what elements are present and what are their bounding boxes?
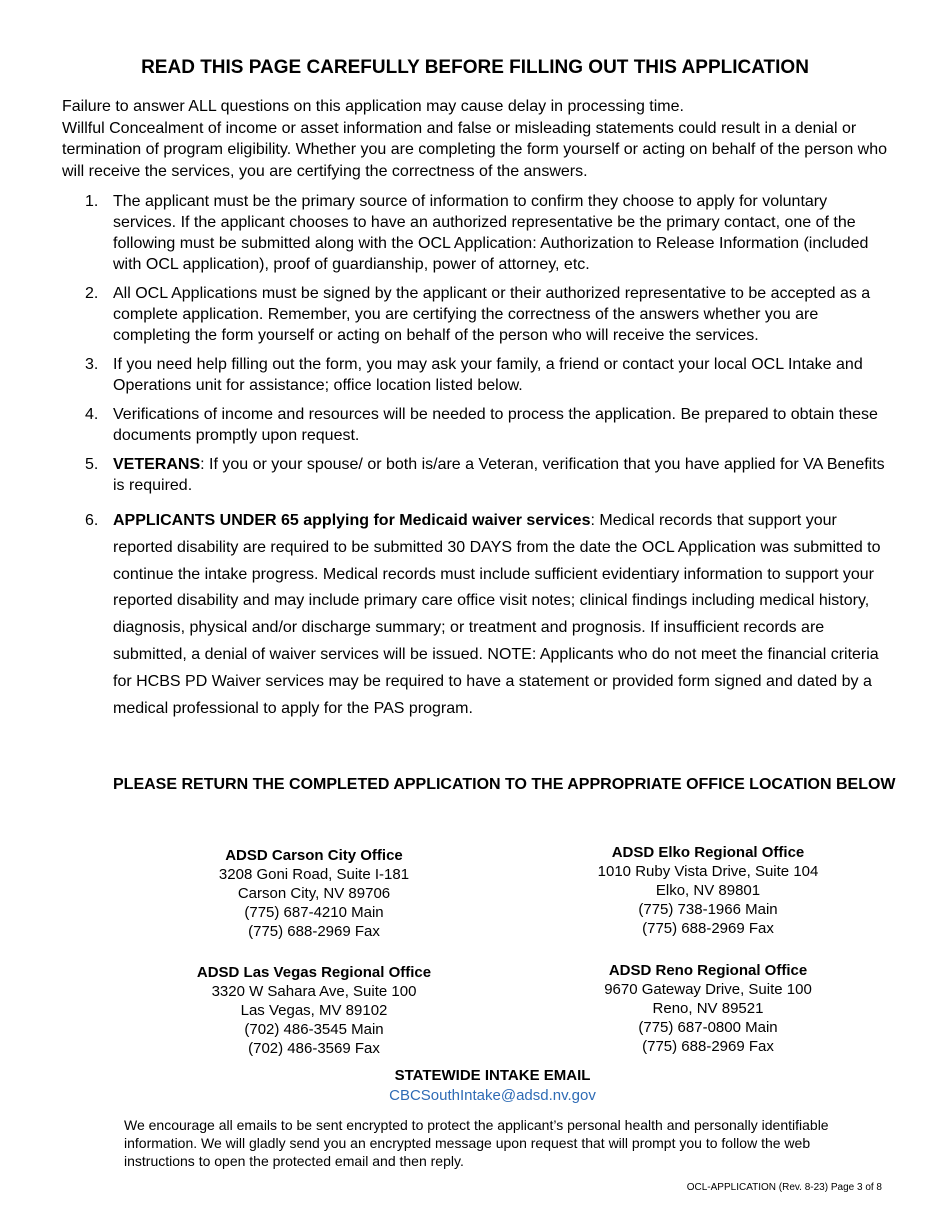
list-item — [85, 354, 890, 396]
list-item — [85, 191, 890, 275]
item-bold-label: VETERANS — [113, 456, 201, 473]
item-number: 6. — [85, 512, 99, 529]
office-main-phone: (775) 687-0800 Main — [638, 1019, 778, 1036]
office-fax: (775) 688-2969 Fax — [642, 920, 774, 937]
office-address: 1010 Ruby Vista Drive, Suite 104 — [597, 863, 819, 880]
item-bold-label: APPLICANTS UNDER 65 applying for Medicaid waiver services — [113, 512, 591, 529]
item-text: Verifications of income and resources will be needed to process the application. Be prepared to obtain these documents promptly upon request. — [113, 406, 878, 444]
item-text: The applicant must be the primary source of information to confirm they choose to apply for voluntary services. If the applicant chooses to have an authorized representative be the primary contact, one of the following must be submitted along with the OCL Application: Authorization to Release Information (included with OCL application), proof of guardianship, power of attorney, etc. — [113, 193, 869, 273]
office-main-phone: (702) 486-3545 Main — [244, 1021, 384, 1038]
intake-email-label: STATEWIDE INTAKE EMAIL — [394, 1067, 591, 1084]
office-reno — [558, 961, 858, 1056]
office-address: 3208 Goni Road, Suite I-181 — [218, 866, 410, 883]
office-fax: (775) 688-2969 Fax — [642, 1038, 774, 1055]
list-item — [85, 454, 890, 496]
office-main-phone: (775) 738-1966 Main — [638, 901, 778, 918]
instructions-list — [85, 191, 890, 730]
encryption-note: We encourage all emails to be sent encrypted to protect the applicant’s personal health and personally identifiable information. We will gladly send you an encrypted message upon request that will prompt you to follow the web instructions to open the protected email and then reply. — [124, 1117, 829, 1169]
office-carson-city — [164, 846, 464, 941]
office-address: 9670 Gateway Drive, Suite 100 — [604, 981, 812, 998]
office-fax: (775) 688-2969 Fax — [248, 923, 380, 940]
office-las-vegas — [164, 963, 464, 1058]
page-title: READ THIS PAGE CAREFULLY BEFORE FILLING OUT THIS APPLICATION — [141, 57, 809, 78]
return-heading: PLEASE RETURN THE COMPLETED APPLICATION TO THE APPROPRIATE OFFICE LOCATION BELOW — [113, 776, 896, 793]
office-name: ADSD Carson City Office — [225, 847, 403, 864]
item-number: 4. — [85, 406, 99, 423]
office-elko — [558, 843, 858, 938]
item-number: 1. — [85, 193, 99, 210]
item-text: If you need help filling out the form, you may ask your family, a friend or contact your local OCL Intake and Operations unit for assistance; office location listed below. — [113, 356, 863, 394]
item-text: All OCL Applications must be signed by the applicant or their authorized representative to be accepted as a complete application. Remember, you are certifying the correctness of the answers whether you are completing the form yourself or acting on behalf of the person who will receive the services. — [113, 285, 871, 344]
list-item — [85, 508, 890, 722]
intro-section — [62, 96, 902, 182]
office-fax: (702) 486-3569 Fax — [248, 1040, 380, 1057]
office-city: Las Vegas, MV 89102 — [240, 1002, 388, 1019]
item-number: 5. — [85, 456, 99, 473]
office-name: ADSD Elko Regional Office — [611, 844, 805, 861]
intro-line-2: Willful Concealment of income or asset information and false or misleading statements could result in a denial or termination of program eligibility. Whether you are completing the form yourself or acting on behalf of the person who will receive the services, you are certifying the correctness of the answers. — [62, 119, 888, 180]
list-item — [85, 404, 890, 446]
intro-line-1: Failure to answer ALL questions on this application may cause delay in processing time. — [62, 98, 684, 115]
intake-email-link[interactable]: CBCSouthIntake@adsd.nv.gov — [389, 1087, 596, 1104]
item-number: 3. — [85, 356, 99, 373]
list-item — [85, 283, 890, 346]
item-text: : Medical records that support your reported disability are required to be submitted 30 DAYS from the date the OCL Application was submitted to continue the intake progress. Medical records must include sufficient evidentiary information to support your reported disability and may include primary care office visit notes; clinical findings including medical history, diagnosis, physical and/or discharge summary; or treatment and prognosis. If insufficient records are submitted, a denial of waiver services will be issued. NOTE: Applicants who do not meet the financial criteria for HCBS PD Waiver services may be required to have a statement or provided form signed and dated by a medical professional to apply for the PAS program. — [113, 512, 881, 717]
item-number: 2. — [85, 285, 99, 302]
office-name: ADSD Reno Regional Office — [608, 962, 808, 979]
item-text: : If you or your spouse/ or both is/are a Veteran, verification that you have applied for VA Benefits is required. — [113, 456, 885, 494]
intake-email-section — [0, 1066, 950, 1106]
office-city: Reno, NV 89521 — [652, 1000, 764, 1017]
office-city: Carson City, NV 89706 — [237, 885, 391, 902]
office-main-phone: (775) 687-4210 Main — [244, 904, 384, 921]
office-city: Elko, NV 89801 — [655, 882, 761, 899]
page-footer: OCL-APPLICATION (Rev. 8-23) Page 3 of 8 — [686, 1182, 882, 1193]
office-name: ADSD Las Vegas Regional Office — [196, 964, 432, 981]
office-address: 3320 W Sahara Ave, Suite 100 — [211, 983, 417, 1000]
